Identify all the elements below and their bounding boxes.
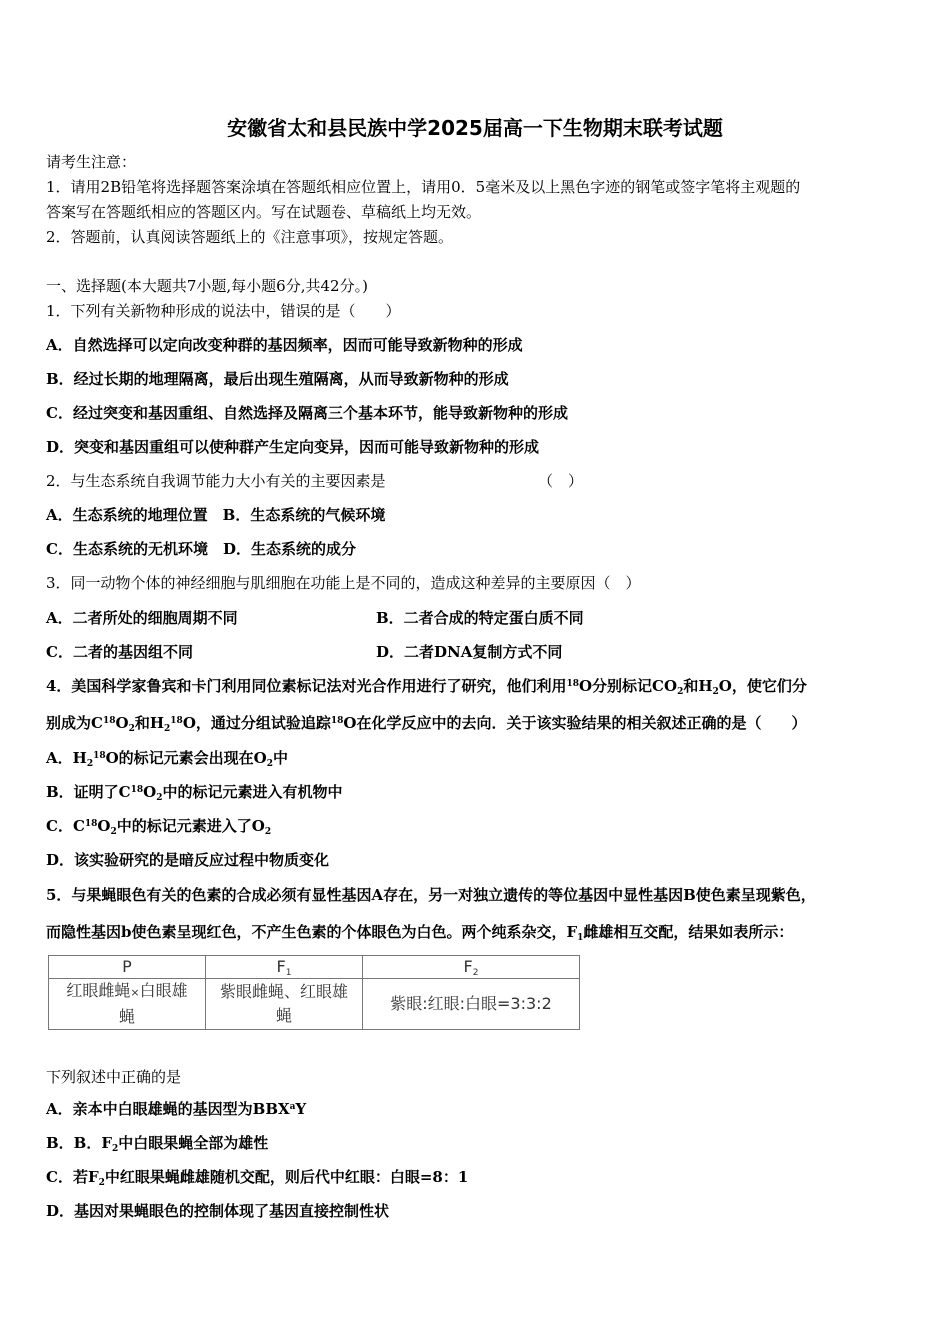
header-p: P [49,956,206,979]
q4-option-d: D．该实验研究的是暗反应过程中物质变化 [46,851,330,869]
q5-option-c: C．若$F_2$中红眼果蝇雌雄随机交配，则后代中红眼：白眼=8：1 [46,1168,469,1188]
q2-stem: 2．与生态系统自我调节能力大小有关的主要因素是 [46,472,386,490]
q4-option-b: B．证明了$C^{18}O_2$中的标记元素进入有机物中 [46,783,343,803]
q3-option-b: B．二者合成的特定蛋白质不同 [376,609,584,627]
table-row [49,979,580,1030]
page-title: 安徽省太和县民族中学2025届高一下生物期末联考试题 [227,116,723,140]
q3-stem: 3．同一动物个体的神经细胞与肌细胞在功能上是不同的，造成这种差异的主要原因（ ） [46,574,641,592]
q1-option-b: B．经过长期的地理隔离，最后出现生殖隔离，从而导致新物种的形成 [46,370,509,388]
q4-option-a: A．$H_2^{18}O$的标记元素会出现在$O_2$中 [46,749,289,769]
q3-option-c: C．二者的基因组不同 [46,643,193,661]
q2-answer-paren: （ ） [538,472,584,490]
q2-options-cd: C．生态系统的无机环境 D．生态系统的成分 [46,540,356,558]
notice-heading: 请考生注意： [46,153,137,171]
section-heading: 一、选择题(本大题共7小题,每小题6分,共42分。) [46,277,368,295]
q1-option-d: D．突变和基因重组可以使种群产生定向变异，因而可能导致新物种的形成 [46,438,540,456]
q4-stem-line1: 4．美国科学家鲁宾和卡门利用同位素标记法对光合作用进行了研究，他们利用$^{18}$O分别标记$CO_2$和$H_2O$，使它们分 [46,677,807,697]
notice-item-1-cont: 答案写在答题纸相应的答题区内。写在试题卷、草稿纸上均无效。 [46,203,482,221]
q3-option-d: D．二者DNA复制方式不同 [376,643,563,661]
q1-option-a: A．自然选择可以定向改变种群的基因频率，因而可能导致新物种的形成 [46,336,523,354]
q5-prompt: 下列叙述中正确的是 [46,1068,182,1086]
table-header-row [49,956,580,979]
q4-option-c: C．$C^{18}O_2$中的标记元素进入了$O_2$ [46,817,272,837]
cross-result-table [48,955,580,1030]
q5-option-b: B．B．$F_2$中白眼果蝇全部为雄性 [46,1134,269,1154]
q1-stem: 1．下列有关新物种形成的说法中，错误的是（ ） [46,302,401,320]
cell-f1: 紫眼雌蝇、红眼雄 蝇 [206,979,363,1030]
q3-option-a: A．二者所处的细胞周期不同 [46,609,238,627]
header-f2: $F_2$ [363,956,580,979]
q5-option-a: A．亲本中白眼雄蝇的基因型为BBX$^a$Y [46,1100,307,1118]
q2-options-ab: A．生态系统的地理位置 B．生态系统的气候环境 [46,506,386,524]
q5-stem-line1: 5．与果蝇眼色有关的色素的合成必须有显性基因A存在，另一对独立遗传的等位基因中显性基因B使色素呈现紫色， [46,886,816,904]
notice-item-2: 2．答题前，认真阅读答题纸上的《注意事项》，按规定答题。 [46,228,454,246]
cell-p: 红眼雌蝇×白眼雄 蝇 [49,979,206,1030]
header-f1: $F_1$ [206,956,363,979]
q5-stem-line2: 而隐性基因b使色素呈现红色，不产生色素的个体眼色为白色。两个纯系杂交，$F_1$雌雄相互交配，结果如表所示： [46,923,794,943]
q4-stem-line2: 别成为$C^{18}O_2$和$H_2^{18}O$，通过分组试验追踪$^{18}$O在化学反应中的去向．关于该实验结果的相关叙述正确的是（ ） [46,714,807,734]
q5-option-d: D．基因对果蝇眼色的控制体现了基因直接控制性状 [46,1202,390,1220]
cell-f2: 紫眼:红眼:白眼=3:3:2 [363,979,580,1030]
notice-item-1: 1．请用2B铅笔将选择题答案涂填在答题纸相应位置上，请用0．5毫米及以上黑色字迹的钢笔或签字笔将主观题的 [46,178,801,196]
q1-option-c: C．经过突变和基因重组、自然选择及隔离三个基本环节，能导致新物种的形成 [46,404,568,422]
